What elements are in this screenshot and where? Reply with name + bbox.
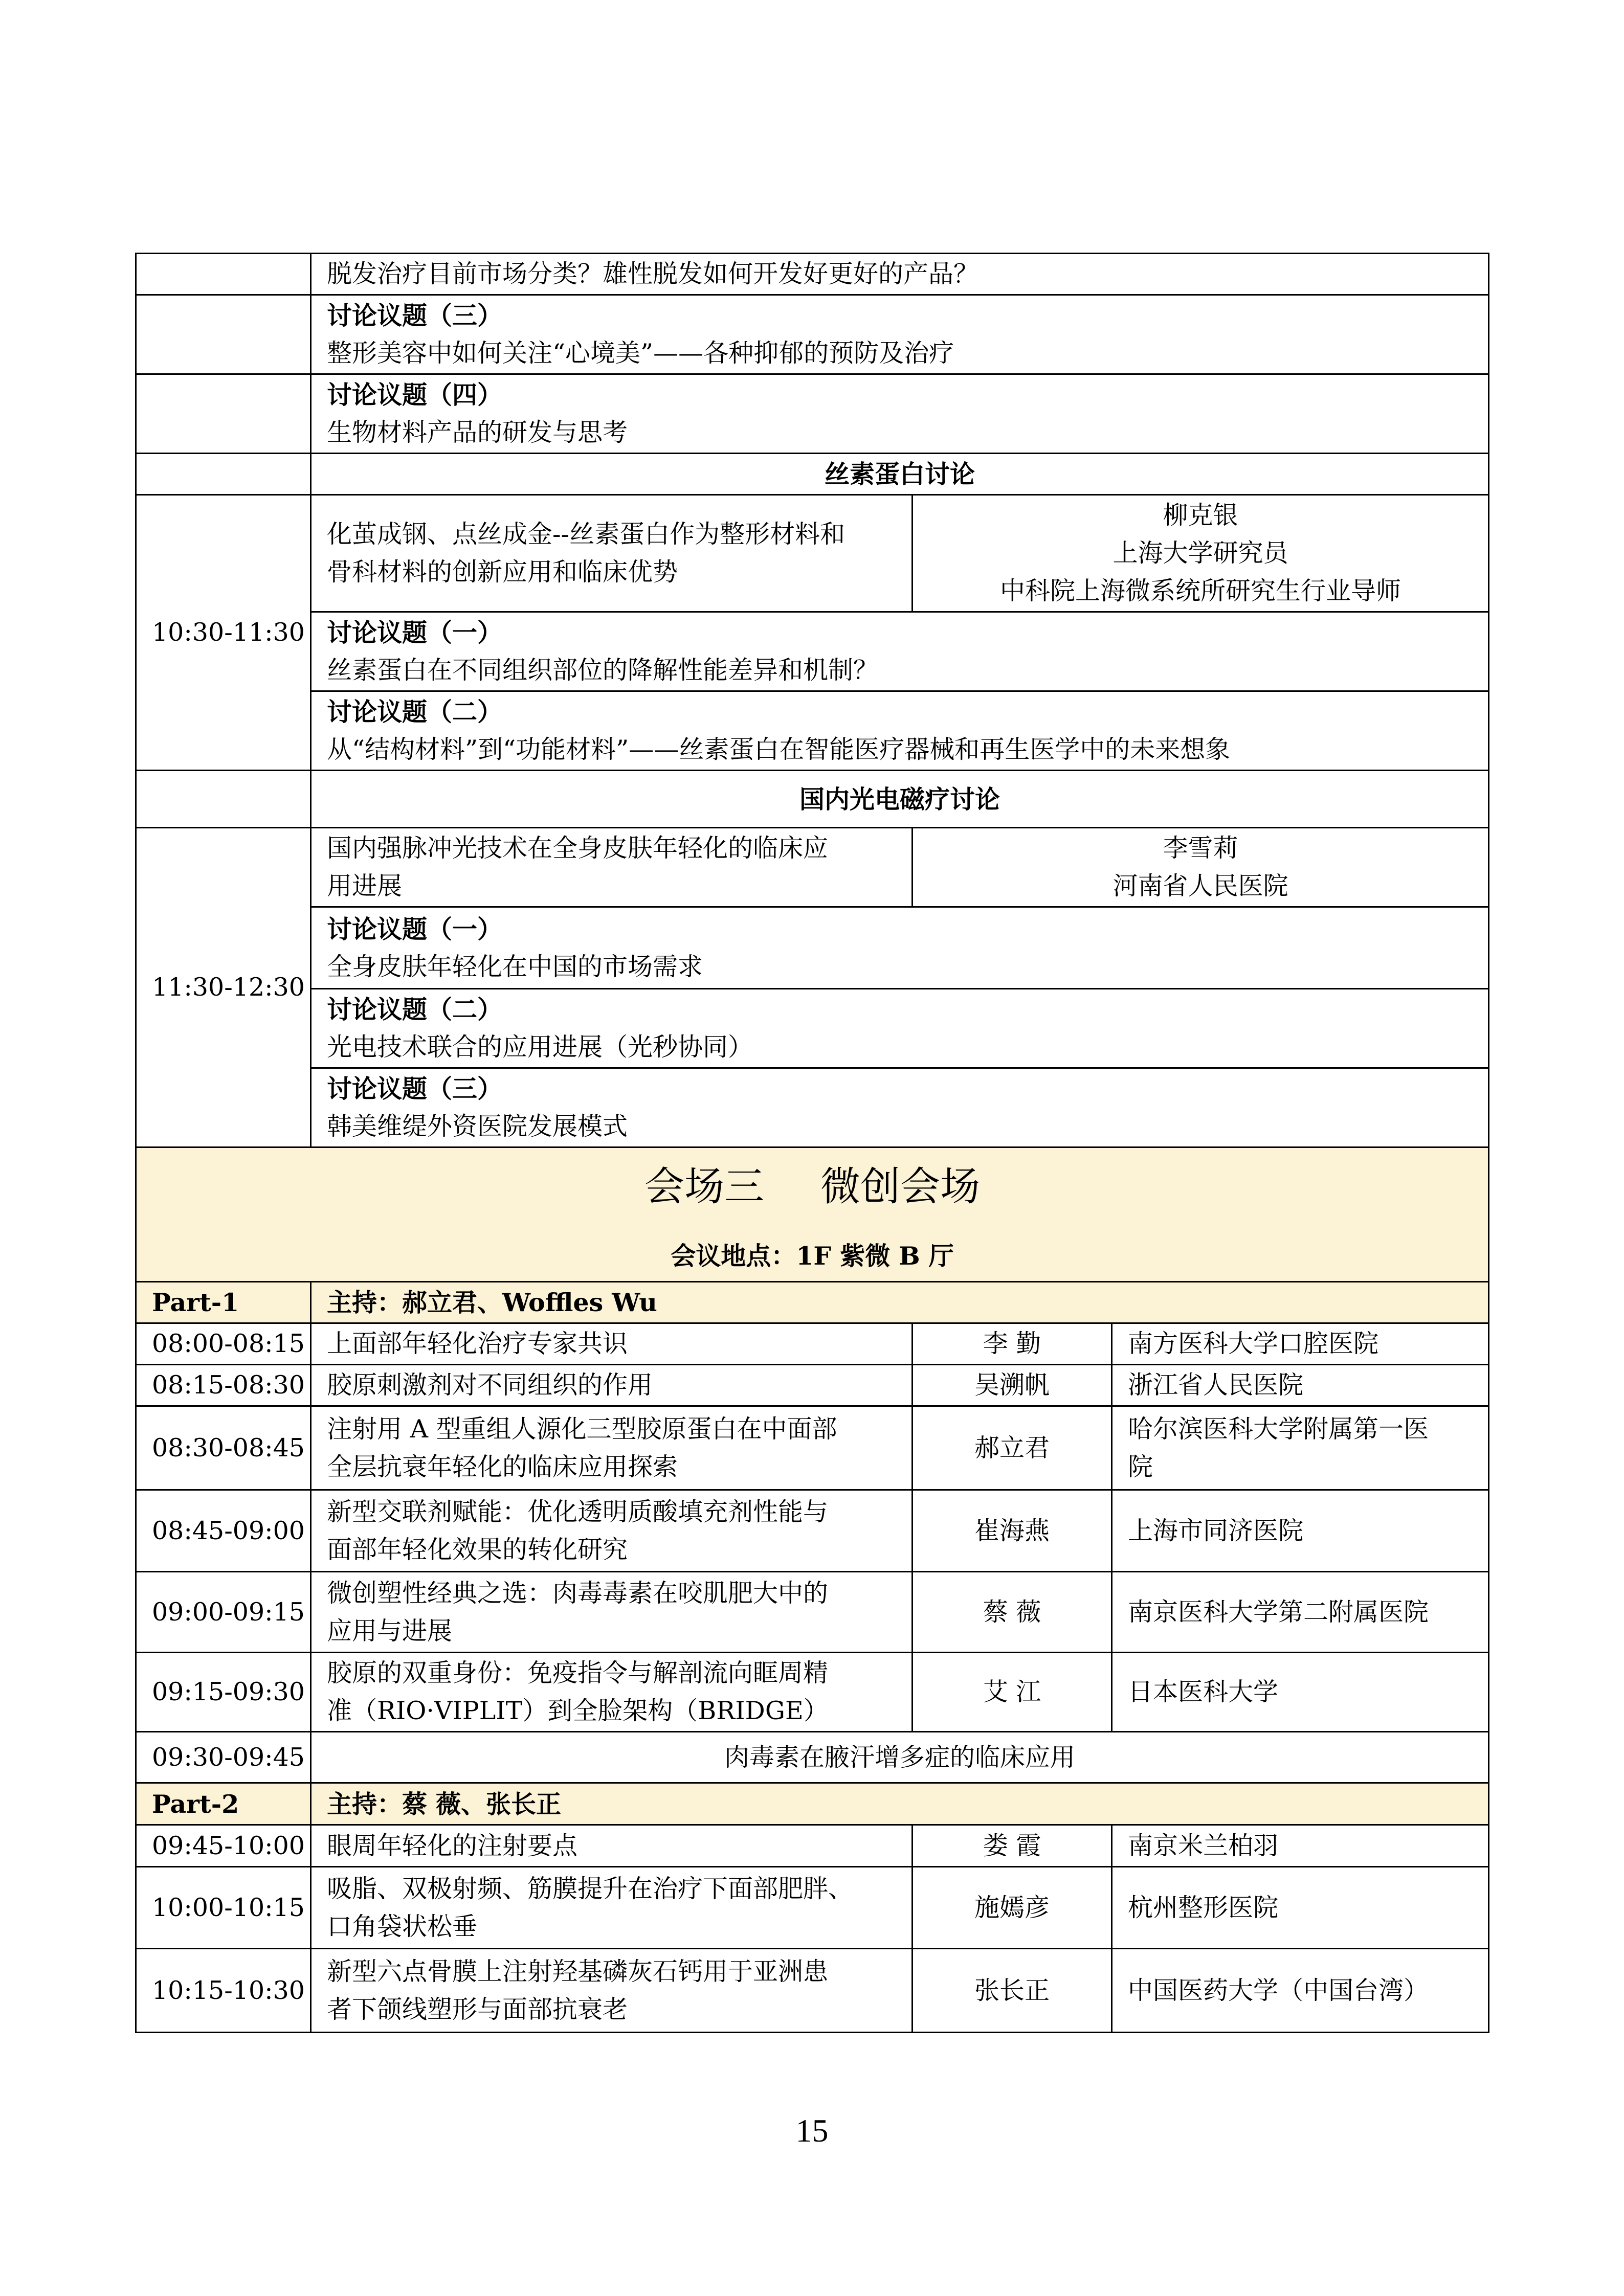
- hall-title: 会场三 微创会场: [644, 1164, 981, 1210]
- topic-line: 注射用 A 型重组人源化三型胶原蛋白在中面部: [327, 1414, 837, 1444]
- speaker-name: 施嫣彦: [913, 1867, 1112, 1949]
- affiliation-line: 南方医科大学口腔医院: [1128, 1329, 1379, 1358]
- discussion-topic: 讨论议题（二） 光电技术联合的应用进展（光秒协同）: [311, 989, 1489, 1068]
- topic-line: 眼周年轻化的注射要点: [327, 1831, 578, 1860]
- time-cell: 08:15-08:30: [136, 1365, 311, 1406]
- affiliation-line: 哈尔滨医科大学附属第一医: [1128, 1414, 1429, 1444]
- discussion-topic: 讨论议题（一） 全身皮肤年轻化在中国的市场需求: [311, 907, 1489, 989]
- hall-header: [136, 1147, 1489, 1282]
- talk-topic: [311, 1572, 913, 1653]
- time-cell: [136, 254, 311, 295]
- speaker-affiliation: [1112, 1653, 1489, 1732]
- affiliation-line: 中国医药大学（中国台湾）: [1128, 1975, 1429, 2005]
- speaker-name: 李 勤: [913, 1323, 1112, 1365]
- speaker-affiliation: [1112, 1406, 1489, 1490]
- talk-topic: [311, 1490, 913, 1572]
- schedule-row: [136, 1572, 1489, 1653]
- talk-topic: [311, 1323, 913, 1365]
- affiliation-line: 南京米兰柏羽: [1128, 1831, 1279, 1860]
- time-cell: [136, 771, 311, 828]
- part1-schedule: [136, 1323, 1489, 1732]
- schedule-row: [136, 1825, 1489, 1867]
- speaker-name: 艾 江: [913, 1653, 1112, 1732]
- time-cell: 09:30-09:45: [136, 1732, 311, 1783]
- topic-line: 微创塑性经典之选：肉毒毒素在咬肌肥大中的: [327, 1578, 829, 1608]
- schedule-row: [136, 1365, 1489, 1406]
- speaker-affiliation: [1112, 1323, 1489, 1365]
- part-label: Part-1: [136, 1282, 311, 1323]
- topic-line: 准（RIO·VIPLIT）到全脸架构（BRIDGE）: [327, 1696, 829, 1725]
- time-cell: 09:45-10:00: [136, 1825, 311, 1867]
- time-cell: [136, 374, 311, 454]
- speaker-affiliation: [1112, 1490, 1489, 1572]
- part-hosts: 主持：郝立君、Woffles Wu: [311, 1282, 1489, 1323]
- topic-line: 胶原的双重身份：免疫指令与解剖流向眶周精: [327, 1658, 829, 1687]
- time-cell: 09:15-09:30: [136, 1653, 311, 1732]
- talk-topic: [311, 1825, 913, 1867]
- speaker-affiliation: [1112, 1825, 1489, 1867]
- time-cell: 08:45-09:00: [136, 1490, 311, 1572]
- program-table: [135, 253, 1489, 2033]
- speaker-name: 蔡 薇: [913, 1572, 1112, 1653]
- section-header-photo: 国内光电磁疗讨论: [311, 771, 1489, 828]
- time-cell: 10:15-10:30: [136, 1949, 311, 2033]
- speaker-name: 郝立君: [913, 1406, 1112, 1490]
- speaker-affiliation: [1112, 1949, 1489, 2033]
- schedule-row: [136, 1867, 1489, 1949]
- section-header-silk: 丝素蛋白讨论: [311, 454, 1489, 495]
- topic-line: 应用与进展: [327, 1616, 453, 1646]
- schedule-row: [136, 1323, 1489, 1365]
- time-cell: 08:30-08:45: [136, 1406, 311, 1490]
- discussion-topic: 讨论议题（三） 整形美容中如何关注“心境美”——各种抑郁的预防及治疗: [311, 295, 1489, 374]
- schedule-row: [136, 1490, 1489, 1572]
- affiliation-line: 日本医科大学: [1128, 1677, 1279, 1706]
- affiliation-line: 南京医科大学第二附属医院: [1128, 1597, 1429, 1627]
- discussion-topic: 讨论议题（一） 丝素蛋白在不同组织部位的降解性能差异和机制？: [311, 612, 1489, 691]
- part-hosts: 主持：蔡 薇、张长正: [311, 1783, 1489, 1825]
- schedule-row: [136, 1949, 1489, 2033]
- speaker-name: 张长正: [913, 1949, 1112, 2033]
- schedule-row: [136, 1653, 1489, 1732]
- topic-line: 上面部年轻化治疗专家共识: [327, 1329, 628, 1358]
- time-cell: 10:00-10:15: [136, 1867, 311, 1949]
- talk-topic: [311, 1949, 913, 2033]
- discussion-topic: 讨论议题（三） 韩美维缇外资医院发展模式: [311, 1068, 1489, 1147]
- topic-line: 新型交联剂赋能：优化透明质酸填充剂性能与: [327, 1497, 829, 1526]
- topic-line: 吸脂、双极射频、筋膜提升在治疗下面部肥胖、: [327, 1874, 854, 1903]
- part2-schedule: [136, 1825, 1489, 2033]
- time-cell: 09:00-09:15: [136, 1572, 311, 1653]
- talk-topic: [311, 1867, 913, 1949]
- time-cell: [136, 295, 311, 374]
- speaker-affiliation: [1112, 1365, 1489, 1406]
- time-cell: 10:30-11:30: [136, 495, 311, 771]
- page-number: 15: [795, 2112, 829, 2149]
- affiliation-line: 院: [1128, 1452, 1153, 1481]
- affiliation-line: 浙江省人民医院: [1128, 1370, 1304, 1400]
- speaker-name: 娄 霞: [913, 1825, 1112, 1867]
- topic-line: 者下颌线塑形与面部抗衰老: [327, 1994, 628, 2024]
- time-cell: 11:30-12:30: [136, 828, 311, 1147]
- talk-topic: [311, 1653, 913, 1732]
- time-cell: 08:00-08:15: [136, 1323, 311, 1365]
- time-cell: [136, 454, 311, 495]
- talk-topic: [311, 1406, 913, 1490]
- affiliation-line: 上海市同济医院: [1128, 1516, 1304, 1545]
- discussion-topic: 讨论议题（四） 生物材料产品的研发与思考: [311, 374, 1489, 454]
- talk-topic: [311, 1365, 913, 1406]
- topic-line: 新型六点骨膜上注射羟基磷灰石钙用于亚洲患: [327, 1956, 829, 1986]
- talk-topic: 肉毒素在腋汗增多症的临床应用: [311, 1732, 1489, 1783]
- discussion-topic: 讨论议题（二） 从“结构材料”到“功能材料”——丝素蛋白在智能医疗器械和再生医学中的未来想象: [311, 691, 1489, 771]
- speaker-info: 柳克银 上海大学研究员 中科院上海微系统所研究生行业导师: [913, 495, 1489, 612]
- topic-line: 胶原刺激剂对不同组织的作用: [327, 1370, 653, 1400]
- affiliation-line: 杭州整形医院: [1128, 1893, 1279, 1922]
- speaker-affiliation: [1112, 1572, 1489, 1653]
- topic-line: 口角袋状松垂: [327, 1911, 478, 1941]
- topic-line: 全层抗衰年轻化的临床应用探索: [327, 1452, 678, 1481]
- hall-venue: 会议地点：1F 紫微 B 厅: [671, 1241, 954, 1271]
- topic-cell: 脱发治疗目前市场分类？雄性脱发如何开发好更好的产品？: [311, 254, 1489, 295]
- speaker-affiliation: [1112, 1867, 1489, 1949]
- speaker-name: 崔海燕: [913, 1490, 1112, 1572]
- topic-line: 面部年轻化效果的转化研究: [327, 1535, 628, 1564]
- talk-topic: 化茧成钢、点丝成金--丝素蛋白作为整形材料和 骨科材料的创新应用和临床优势: [311, 495, 913, 612]
- speaker-name: 吴溯帆: [913, 1365, 1112, 1406]
- part-label: Part-2: [136, 1783, 311, 1825]
- talk-topic: 国内强脉冲光技术在全身皮肤年轻化的临床应 用进展: [311, 828, 913, 907]
- speaker-info: 李雪莉 河南省人民医院: [913, 828, 1489, 907]
- schedule-row: [136, 1406, 1489, 1490]
